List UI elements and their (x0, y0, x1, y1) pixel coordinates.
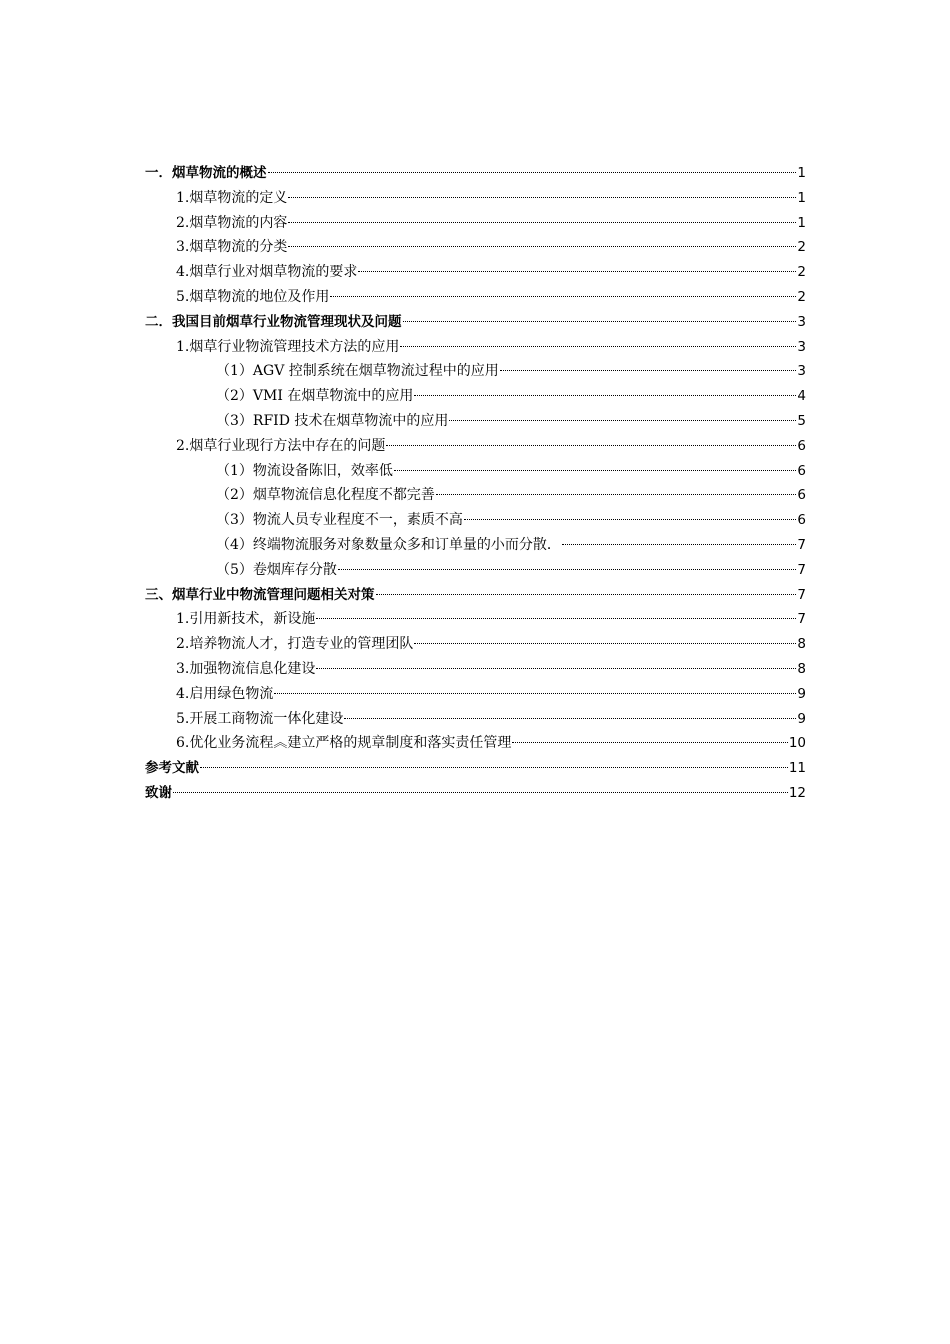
toc-entry-level-1 (145, 310, 806, 335)
toc-entry-level-2 (145, 335, 806, 360)
toc-dot-leader (512, 742, 787, 743)
toc-entry-level-2 (145, 285, 806, 310)
toc-entry-title: 2.培养物流人才，打造专业的管理团队 (176, 636, 414, 653)
toc-dot-leader (338, 569, 796, 570)
toc-entry-level-1 (145, 583, 806, 608)
toc-entry-title: 5.开展工商物流一体化建设 (176, 710, 344, 727)
toc-entry-page-number: 1 (797, 165, 806, 181)
toc-entry-page-number: 2 (797, 264, 806, 281)
toc-dot-leader (436, 494, 796, 495)
toc-entry-page-number: 3 (797, 313, 806, 330)
toc-dot-leader (394, 470, 796, 471)
toc-entry-title: （1）物流设备陈旧，效率低 (216, 462, 393, 479)
toc-entry-level-2 (145, 707, 806, 732)
toc-entry-level-3 (145, 533, 806, 558)
toc-entry-page-number: 6 (797, 512, 806, 529)
toc-entry-title: （2）VMI 在烟草物流中的应用 (216, 388, 414, 405)
toc-entry-page-number: 1 (797, 189, 806, 206)
toc-entry-page-number: 8 (797, 636, 806, 653)
toc-dot-leader (288, 222, 796, 223)
toc-dot-leader (268, 172, 797, 173)
toc-entry-level-2 (145, 260, 806, 285)
toc-entry-level-1 (145, 161, 806, 186)
toc-dot-leader (288, 246, 796, 247)
toc-entry-title: 2.烟草物流的内容 (176, 214, 288, 231)
toc-entry-level-3 (145, 483, 806, 508)
toc-entry-title: （1）AGV 控制系统在烟草物流过程中的应用 (216, 363, 499, 380)
toc-entry-title: 致谢 (145, 784, 172, 801)
toc-entry-title: 3.烟草物流的分类 (176, 239, 288, 256)
toc-entry-title: 二．我国目前烟草行业物流管理现状及问题 (145, 313, 402, 330)
toc-dot-leader (173, 792, 788, 793)
toc-entry-level-2 (145, 211, 806, 236)
toc-entry-page-number: 7 (797, 536, 806, 553)
toc-dot-leader (330, 296, 796, 297)
toc-entry-title: 3.加强物流信息化建设 (176, 660, 316, 677)
toc-entry-page-number: 3 (797, 338, 806, 355)
toc-entry-page-number: 2 (797, 288, 806, 305)
toc-dot-leader (386, 445, 796, 446)
toc-entry-page-number: 6 (797, 437, 806, 454)
toc-entry-level-3 (145, 384, 806, 409)
toc-entry-page-number: 6 (797, 462, 806, 479)
table-of-contents (145, 161, 806, 806)
toc-entry-title: 4.烟草行业对烟草物流的要求 (176, 264, 358, 281)
toc-entry-level-2 (145, 731, 806, 756)
toc-entry-title: 1.烟草行业物流管理技术方法的应用 (176, 338, 400, 355)
toc-entry-title: 三、烟草行业中物流管理问题相关对策 (145, 586, 375, 603)
toc-entry-level-2 (145, 434, 806, 459)
toc-dot-leader (414, 643, 796, 644)
toc-dot-leader (403, 321, 797, 322)
toc-dot-leader (316, 668, 796, 669)
toc-dot-leader (562, 544, 797, 545)
toc-entry-level-2 (145, 186, 806, 211)
toc-entry-page-number: 9 (797, 685, 806, 702)
toc-entry-title: （2）烟草物流信息化程度不都完善 (216, 487, 435, 504)
toc-entry-page-number: 11 (788, 760, 806, 777)
toc-entry-title: 2.烟草行业现行方法中存在的问题 (176, 437, 386, 454)
toc-entry-title: 4.启用绿色物流 (176, 685, 274, 702)
toc-entry-level-3 (145, 558, 806, 583)
toc-entry-level-2 (145, 657, 806, 682)
toc-dot-leader (358, 271, 796, 272)
toc-entry-page-number: 2 (797, 239, 806, 256)
toc-entry-level-2 (145, 632, 806, 657)
toc-entry-title: （3）物流人员专业程度不一，素质不高 (216, 512, 463, 529)
toc-dot-leader (344, 718, 796, 719)
toc-entry-page-number: 9 (797, 710, 806, 727)
toc-entry-title: （4）终端物流服务对象数量众多和订单量的小而分散． (216, 536, 561, 553)
toc-entry-level-2 (145, 607, 806, 632)
toc-entry-level-3 (145, 508, 806, 533)
toc-entry-level-3 (145, 459, 806, 484)
toc-entry-page-number: 7 (797, 561, 806, 578)
toc-entry-title: 5.烟草物流的地位及作用 (176, 288, 330, 305)
toc-entry-title: 参考文献 (145, 760, 199, 777)
toc-entry-page-number: 8 (797, 660, 806, 677)
toc-entry-page-number: 12 (788, 784, 806, 801)
toc-entry-page-number: 7 (797, 611, 806, 628)
toc-entry-level-1 (145, 756, 806, 781)
toc-entry-title: 6.优化业务流程︽建立严格的规章制度和落实责任管理 (176, 735, 512, 752)
toc-entry-level-3 (145, 409, 806, 434)
toc-dot-leader (464, 519, 797, 520)
toc-dot-leader (500, 370, 797, 371)
toc-dot-leader (200, 767, 788, 768)
toc-entry-level-2 (145, 235, 806, 260)
toc-dot-leader (400, 346, 796, 347)
toc-dot-leader (274, 693, 796, 694)
toc-entry-page-number: 7 (797, 586, 806, 603)
toc-dot-leader (449, 420, 796, 421)
toc-dot-leader (316, 618, 796, 619)
toc-entry-level-2 (145, 682, 806, 707)
toc-entry-page-number: 1 (797, 214, 806, 231)
toc-entry-title: 一．烟草物流的概述 (145, 165, 267, 181)
toc-dot-leader (288, 197, 796, 198)
toc-dot-leader (414, 395, 796, 396)
toc-entry-title: 1.烟草物流的定义 (176, 189, 288, 206)
toc-dot-leader (376, 594, 797, 595)
toc-entry-title: 1.引用新技术，新设施 (176, 611, 316, 628)
toc-entry-level-3 (145, 359, 806, 384)
toc-entry-page-number: 5 (797, 412, 806, 429)
toc-entry-page-number: 10 (788, 735, 806, 752)
toc-entry-page-number: 4 (797, 388, 806, 405)
toc-entry-title: （5）卷烟库存分散 (216, 561, 337, 578)
toc-entry-page-number: 6 (797, 487, 806, 504)
toc-entry-level-1 (145, 781, 806, 806)
toc-entry-title: （3）RFID 技术在烟草物流中的应用 (216, 412, 449, 429)
toc-entry-page-number: 3 (797, 363, 806, 380)
